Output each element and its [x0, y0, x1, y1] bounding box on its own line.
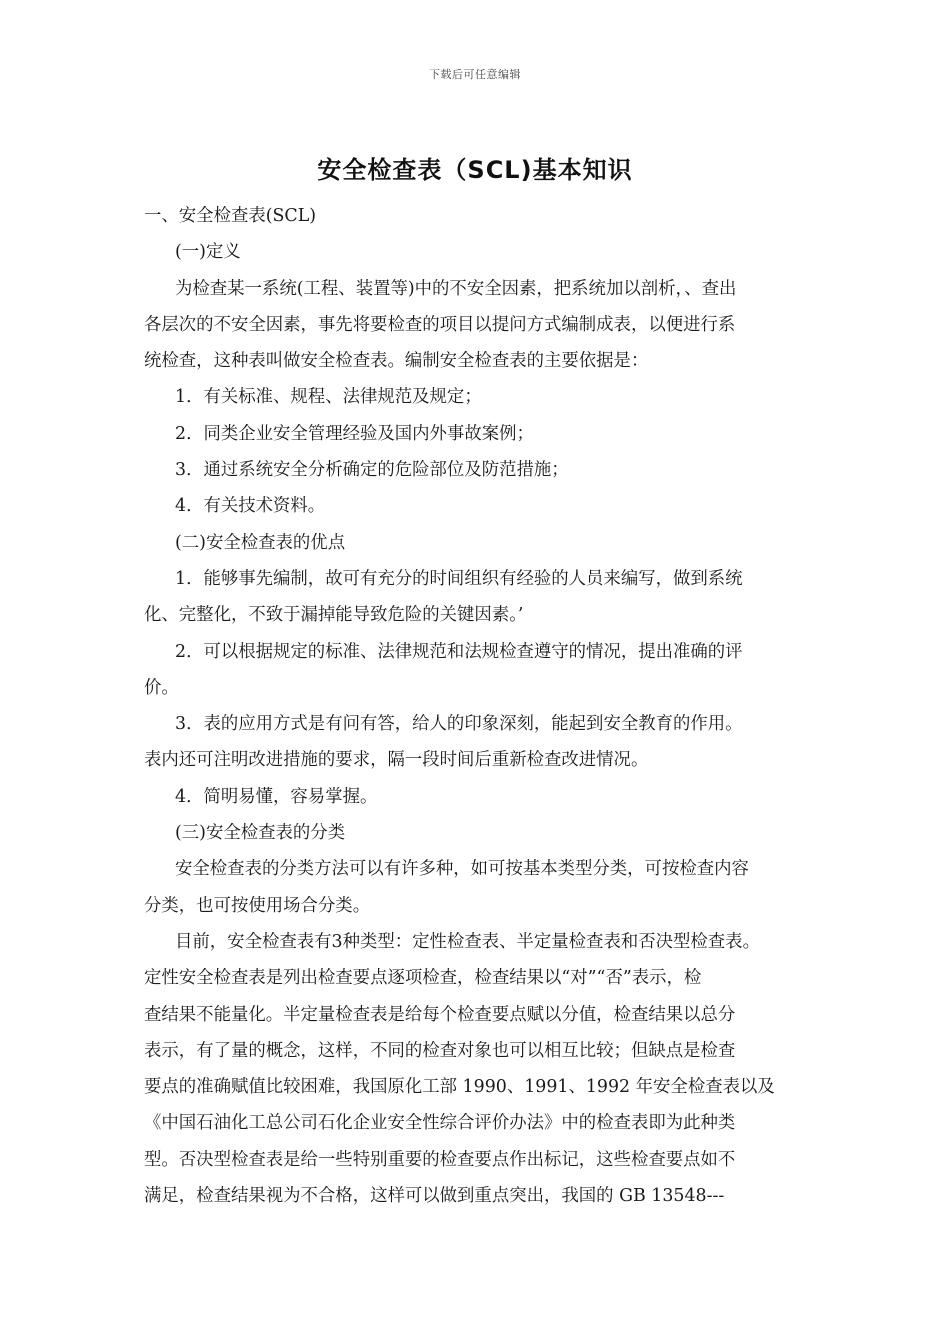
body-line: 要点的准确赋值比较困难，我国原化工部 1990、1991、1992 年安全检查表以及 — [144, 1077, 775, 1098]
body-line: 满足，检查结果视为不合格，这样可以做到重点突出，我国的 GB 13548--- — [144, 1186, 725, 1207]
header-note: 下载后可任意编辑 — [429, 68, 521, 81]
body-line: 安全检查表的分类方法可以有许多种，如可按基本类型分类，可按检查内容 — [175, 859, 749, 880]
list-item: 4．简明易懂，容易掌握。 — [175, 786, 378, 807]
document-body — [144, 198, 812, 1214]
body-line: 一、安全检查表(SCL) — [144, 206, 317, 226]
section-heading: (一)定义 — [175, 242, 241, 263]
body-line: 《中国石油化工总公司石化企业安全性综合评价办法》中的检查表即为此种类 — [144, 1113, 736, 1134]
section-heading: (二)安全检查表的优点 — [175, 532, 346, 553]
body-line: 型。否决型检查表是给一些特别重要的检查要点作出标记，这些检查要点如不 — [144, 1149, 736, 1170]
list-item: 3．通过系统安全分析确定的危险部位及防范措施； — [175, 460, 569, 481]
body-line: 目前，安全检查表有3种类型：定性检查表、半定量检查表和否决型检查表。 — [175, 931, 760, 952]
list-item: 1．有关标准、规程、法律规范及规定； — [175, 387, 482, 408]
list-item: 1．能够事先编制，故可有充分的时间组织有经验的人员来编写，做到系统 — [175, 568, 743, 589]
body-line: 为检查某一系统(工程、装置等)中的不安全因素，把系统加以剖析，、查出 — [175, 278, 737, 299]
body-line: 价。 — [144, 677, 179, 698]
body-line: 分类，也可按使用场合分类。 — [144, 895, 371, 916]
list-item: 3．表的应用方式是有问有答，给人的印象深刻，能起到安全教育的作用。 — [175, 714, 743, 735]
list-item: 2．可以根据规定的标准、法律规范和法规检查遵守的情况，提出准确的评 — [175, 641, 743, 662]
document-title: 安全检查表（SCL)基本知识 — [317, 156, 633, 184]
list-item: 2．同类企业安全管理经验及国内外事故案例； — [175, 423, 534, 444]
body-line: 统检查，这种表叫做安全检查表。编制安全检查表的主要依据是： — [144, 351, 649, 372]
body-line: 定性安全检查表是列出检查要点逐项检查，检查结果以“对”“否”表示，检 — [144, 968, 702, 989]
body-line: 化、完整化，不致于漏掉能导致危险的关键因素。’ — [144, 605, 524, 626]
body-line: 表内还可注明改进措施的要求，隔一段时间后重新检查改进情况。 — [144, 750, 649, 771]
body-line: 查结果不能量化。半定量检查表是给每个检查要点赋以分值，检查结果以总分 — [144, 1004, 736, 1025]
body-line: 各层次的不安全因素，事先将要检查的项目以提问方式编制成表，以便进行系 — [144, 314, 736, 335]
body-line: 表示，有了量的概念，这样，不同的检查对象也可以相互比较；但缺点是检查 — [144, 1040, 736, 1061]
section-heading: (三)安全检查表的分类 — [175, 823, 346, 844]
list-item: 4．有关技术资料。 — [175, 496, 326, 517]
